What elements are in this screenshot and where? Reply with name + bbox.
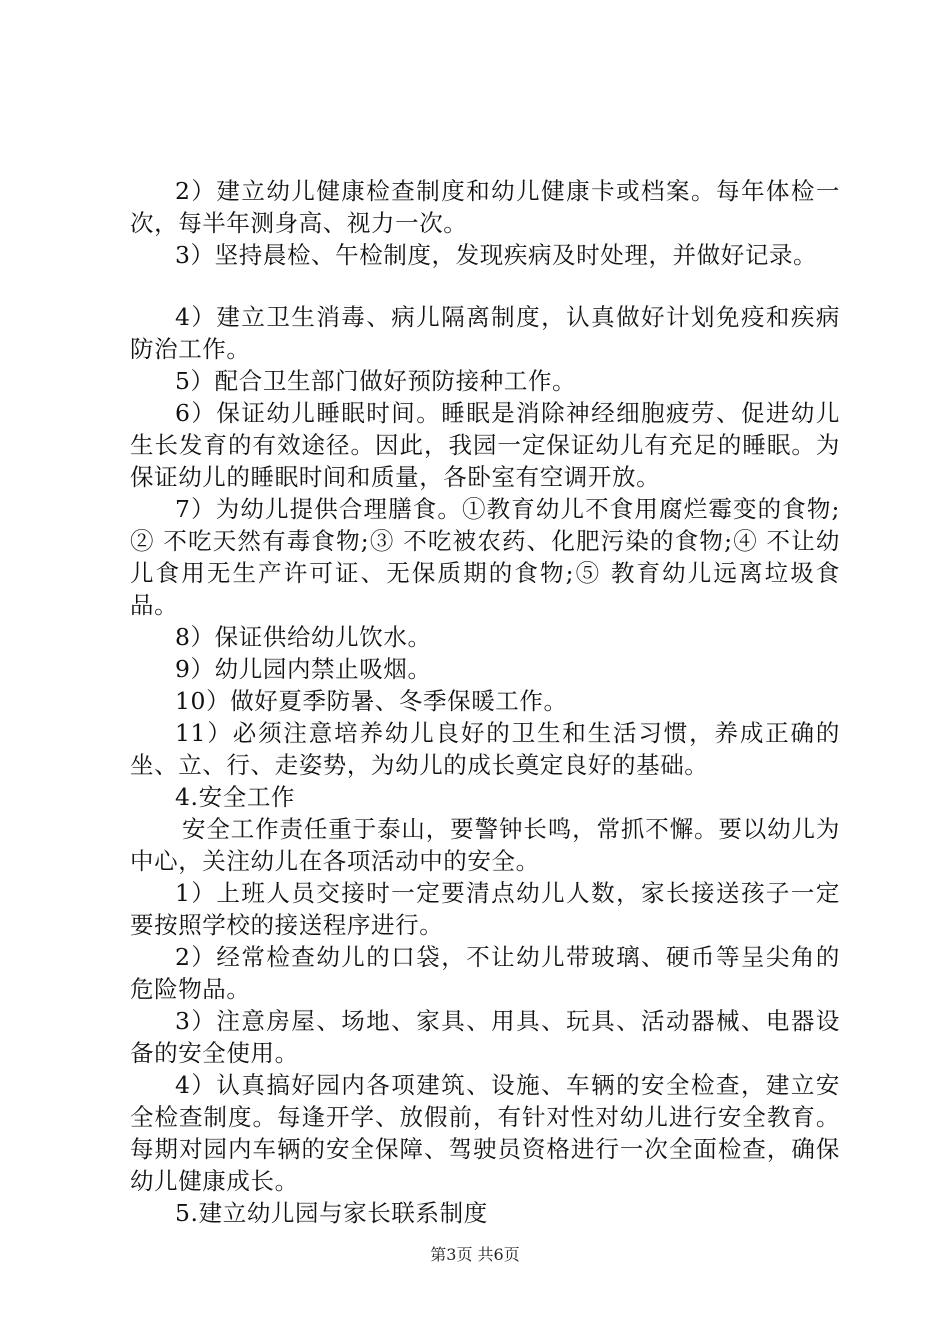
paragraph-water: 8）保证供给幼儿饮水。: [175, 623, 432, 651]
paragraph-morning-check: 3）坚持晨检、午检制度，发现疾病及时处理，并做好记录。: [175, 241, 818, 269]
section-heading-parent-contact: 5.建立幼儿园与家长联系制度: [175, 1199, 488, 1227]
paragraph-safety-inspection: 4）认真搞好园内各项建筑、设施、车辆的安全检查，建立安全检查制度。每逢开学、放假前，有针对性对幼儿进行安全教育。每期对园内车辆的安全保障、驾驶员资格进行一次全面检查，确保幼儿健康成长。: [130, 1071, 840, 1195]
paragraph-pocket-check: 2）经常检查幼儿的口袋，不让幼儿带玻璃、硬币等呈尖角的危险物品。: [130, 943, 840, 1003]
page-number-footer: 第3页 共6页: [430, 1245, 520, 1264]
paragraph-habits: 11）必须注意培养幼儿良好的卫生和生活习惯，养成正确的坐、立、行、走姿势，为幼儿的成长奠定良好的基础。: [130, 719, 840, 779]
section-heading-safety: 4.安全工作: [175, 783, 296, 811]
paragraph-diet: 7）为幼儿提供合理膳食。①教育幼儿不食用腐烂霉变的食物;② 不吃天然有毒食物;③ 不吃被农药、化肥污染的食物;④ 不让幼儿食用无生产许可证、无保质期的食物;⑤ 教育幼儿远离垃圾食品。: [130, 495, 840, 619]
paragraph-disinfection: 4）建立卫生消毒、病儿隔离制度，认真做好计划免疫和疾病防治工作。: [130, 303, 840, 363]
paragraph-facility-use: 3）注意房屋、场地、家具、用具、玩具、活动器械、电器设备的安全使用。: [130, 1007, 840, 1067]
paragraph-no-smoking: 9）幼儿园内禁止吸烟。: [175, 655, 432, 683]
paragraph-vaccination: 5）配合卫生部门做好预防接种工作。: [175, 367, 577, 395]
paragraph-health-check: 2）建立幼儿健康检查制度和幼儿健康卡或档案。每年体检一次，每半年测身高、视力一次。: [130, 177, 840, 237]
paragraph-safety-intro: 安全工作责任重于泰山，要警钟长鸣，常抓不懈。要以幼儿为中心，关注幼儿在各项活动中的安全。: [130, 815, 840, 875]
document-body: [130, 175, 840, 1229]
paragraph-handover: 1）上班人员交接时一定要清点幼儿人数，家长接送孩子一定要按照学校的接送程序进行。: [130, 879, 840, 939]
paragraph-sleep: 6）保证幼儿睡眠时间。睡眠是消除神经细胞疲劳、促进幼儿生长发育的有效途径。因此，我园一定保证幼儿有充足的睡眠。为保证幼儿的睡眠时间和质量，各卧室有空调开放。: [130, 399, 840, 491]
paragraph-seasonal: 10）做好夏季防暑、冬季保暖工作。: [175, 687, 568, 715]
